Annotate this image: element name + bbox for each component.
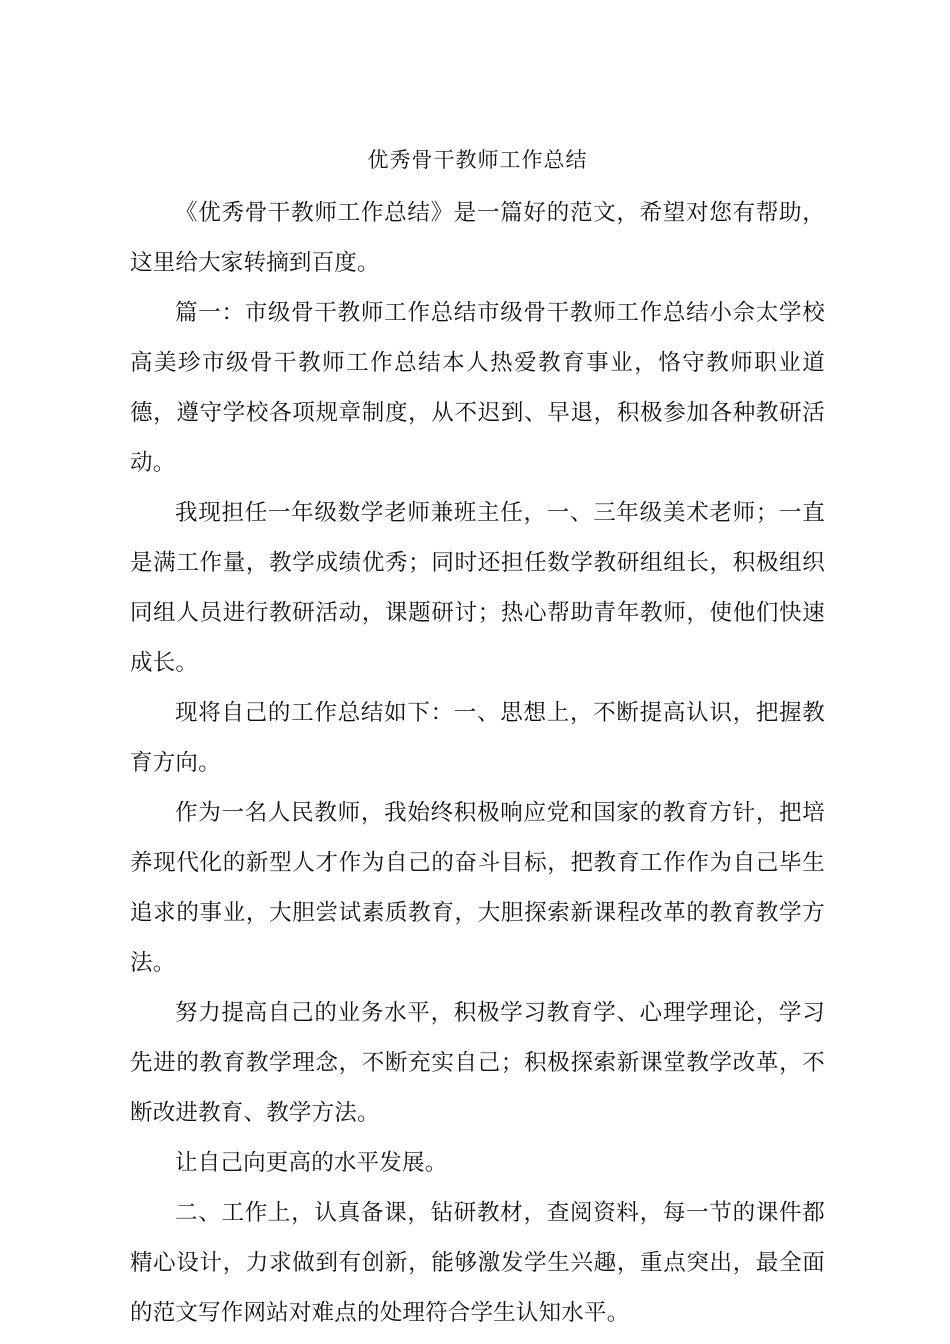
paragraph-education-policy: 作为一名人民教师，我始终积极响应党和国家的教育方针，把培养现代化的新型人才作为自己的奋斗目标，把教育工作作为自己毕生追求的事业，大胆尝试素质教育，大胆探索新课程改革的教育教学方法。: [130, 800, 825, 976]
paragraph-professional-level: 努力提高自己的业务水平，积极学习教育学、心理学理论，学习先进的教育教学理念，不断充实自己；积极探索新课堂教学改革，不断改进教育、教学方法。: [130, 1000, 825, 1126]
paragraph-current-duties: 我现担任一年级数学老师兼班主任，一、三年级美术老师；一直是满工作量，教学成绩优秀；同时还担任数学教研组组长，积极组织同组人员进行教研活动，课题研讨；热心帮助青年教师，使他们快速成长。: [130, 500, 825, 676]
document-title: 优秀骨干教师工作总结: [367, 148, 588, 172]
paragraph-development: 让自己向更高的水平发展。: [175, 1150, 448, 1176]
paragraph-summary-thought: 现将自己的工作总结如下：一、思想上，不断提高认识，把握教育方向。: [130, 700, 825, 776]
document-page: [130, 140, 825, 1338]
paragraph-intro: 《优秀骨干教师工作总结》是一篇好的范文，希望对您有帮助，这里给大家转摘到百度。: [130, 200, 825, 276]
paragraph-work: 二、工作上，认真备课，钻研教材，查阅资料，每一节的课件都精心设计，力求做到有创新，能够激发学生兴趣，重点突出，最全面的范文写作网站对难点的处理符合学生认知水平。: [130, 1200, 825, 1326]
paragraph-part-one: 篇一：市级骨干教师工作总结市级骨干教师工作总结小佘太学校高美珍市级骨干教师工作总结本人热爱教育事业，恪守教师职业道德，遵守学校各项规章制度，从不迟到、早退，积极参加各种教研活动。: [130, 300, 825, 476]
